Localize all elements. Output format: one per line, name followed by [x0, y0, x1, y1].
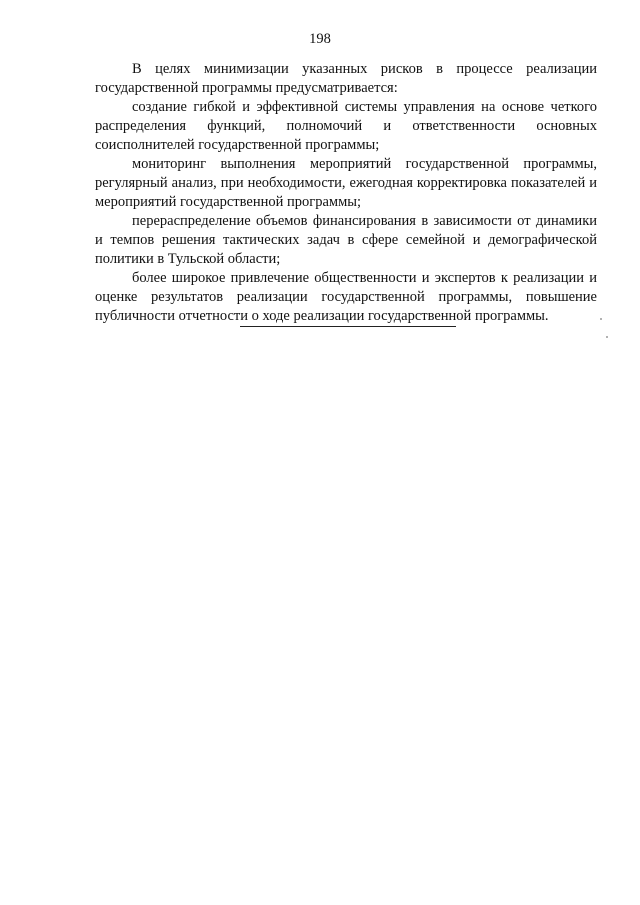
body-text	[95, 60, 597, 326]
paragraph-redistribution: перераспределение объемов финансирования в зависимости от динамики и темпов решения тактических задач в сфере семейной и демографической политики в Тульской области;	[95, 213, 597, 267]
paragraph-intro: В целях минимизации указанных рисков в процессе реализации государственной программы предусматривается:	[95, 61, 597, 96]
paragraph-public-involvement: более широкое привлечение общественности и экспертов к реализации и оценке результатов реализации государственной программы, повышение публичности отчетности о ходе реализации государственной программы.	[95, 270, 597, 324]
closing-divider-line	[240, 326, 456, 327]
paragraph-management-system: создание гибкой и эффективной системы управления на основе четкого распределения функций, полномочий и ответственности основных соисполнителей государственной программы;	[95, 99, 597, 153]
paragraph-monitoring: мониторинг выполнения мероприятий государственной программы, регулярный анализ, при необходимости, ежегодная корректировка показателей и мероприятий государственной программы;	[95, 156, 597, 210]
scan-speck	[600, 318, 602, 320]
page-number: 198	[309, 31, 331, 47]
scan-speck	[606, 336, 608, 338]
